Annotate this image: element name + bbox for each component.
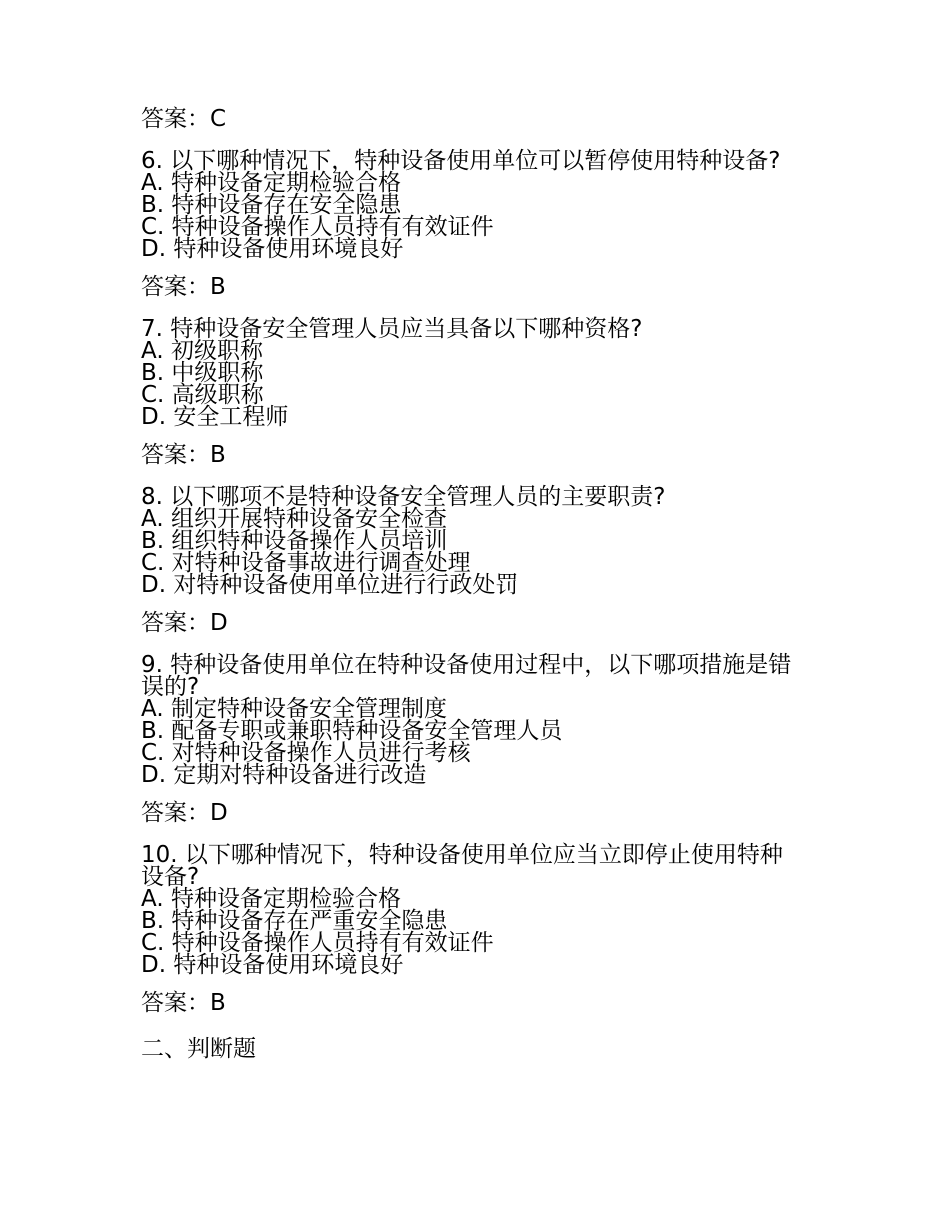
question-6-text: 6. 以下哪种情况下，特种设备使用单位可以暂停使用特种设备? (141, 148, 781, 174)
question-9-option-b: B. 配备专职或兼职特种设备安全管理人员 (141, 718, 563, 744)
section-title: 二、判断题 (141, 1036, 256, 1062)
question-6-option-a: A. 特种设备定期检验合格 (141, 170, 401, 196)
question-6-option-d: D. 特种设备使用环境良好 (141, 236, 404, 262)
question-10-option-c: C. 特种设备操作人员持有有效证件 (141, 930, 494, 956)
question-8-option-d: D. 对特种设备使用单位进行行政处罚 (141, 572, 519, 598)
question-6-option-b: B. 特种设备存在安全隐患 (141, 192, 402, 218)
question-9 (141, 654, 821, 786)
question-7-option-c: C. 高级职称 (141, 382, 264, 408)
question-10-option-a: A. 特种设备定期检验合格 (141, 886, 401, 912)
question-9-text: 9. 特种设备使用单位在特种设备使用过程中，以下哪项措施是错误的? (141, 652, 792, 700)
question-10-option-b: B. 特种设备存在严重安全隐患 (141, 908, 448, 934)
question-7-option-a: A. 初级职称 (141, 338, 263, 364)
answer-10: 答案：B (141, 990, 226, 1016)
question-6-option-c: C. 特种设备操作人员持有有效证件 (141, 214, 494, 240)
question-9-option-d: D. 定期对特种设备进行改造 (141, 762, 427, 788)
question-8-option-b: B. 组织特种设备操作人员培训 (141, 528, 448, 554)
answer-9: 答案：D (141, 800, 228, 826)
question-9-option-c: C. 对特种设备操作人员进行考核 (141, 740, 471, 766)
question-7-option-d: D. 安全工程师 (141, 404, 289, 430)
answer-7: 答案：B (141, 442, 226, 468)
question-8 (141, 486, 821, 596)
question-8-option-a: A. 组织开展特种设备安全检查 (141, 506, 447, 532)
answer-5: 答案：C (141, 106, 227, 132)
question-10 (141, 844, 821, 976)
question-7-option-b: B. 中级职称 (141, 360, 264, 386)
question-9-option-a: A. 制定特种设备安全管理制度 (141, 696, 447, 722)
question-8-text: 8. 以下哪项不是特种设备安全管理人员的主要职责? (141, 484, 666, 510)
question-10-text: 10. 以下哪种情况下，特种设备使用单位应当立即停止使用特种设备? (141, 842, 783, 890)
question-7-text: 7. 特种设备安全管理人员应当具备以下哪种资格? (141, 316, 643, 342)
question-10-option-d: D. 特种设备使用环境良好 (141, 952, 404, 978)
question-7 (141, 318, 821, 428)
question-8-option-c: C. 对特种设备事故进行调查处理 (141, 550, 471, 576)
answer-6: 答案：B (141, 274, 226, 300)
question-6 (141, 150, 821, 260)
answer-8: 答案：D (141, 610, 228, 636)
document-page (141, 104, 821, 1087)
